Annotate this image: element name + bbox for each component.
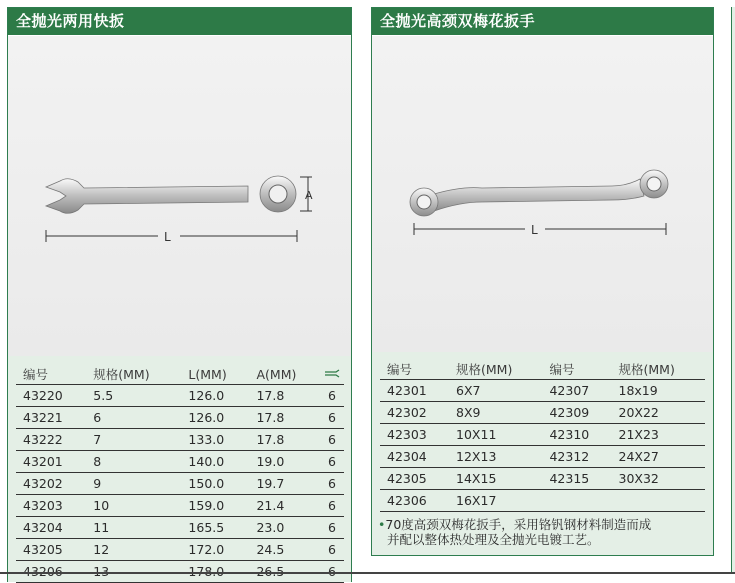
dimension-a-label: A	[305, 189, 313, 202]
panel-title: 全抛光两用快扳	[8, 8, 351, 35]
table-cell: 17.8	[249, 407, 319, 429]
table-header-row	[16, 364, 344, 385]
table-cell: 30X32	[612, 468, 706, 490]
table-cell: 42315	[542, 468, 611, 490]
note-line-2: 并配以整体热处理及全抛光电镀工艺。	[387, 532, 600, 547]
table-cell: 6	[320, 429, 344, 451]
table-cell: 8X9	[449, 402, 542, 424]
table-cell: 24.5	[249, 539, 319, 561]
table-cell: 6X7	[449, 380, 542, 402]
table-cell: 43205	[16, 539, 86, 561]
col-header: 编号	[16, 364, 86, 385]
double-box-wrench-panel	[371, 7, 714, 556]
product-note	[378, 517, 698, 547]
wrench-count-icon	[320, 364, 344, 385]
table-cell: 5.5	[86, 385, 181, 407]
col-header: L(MM)	[181, 364, 249, 385]
col-header: 规格(MM)	[86, 364, 181, 385]
spec-table	[380, 359, 705, 512]
note-bullet: •	[378, 517, 386, 532]
table-row	[380, 490, 705, 512]
table-cell: 19.0	[249, 451, 319, 473]
table-cell: 42305	[380, 468, 449, 490]
table-cell: 6	[320, 385, 344, 407]
table-cell: 42309	[542, 402, 611, 424]
table-row	[16, 429, 344, 451]
col-header: A(MM)	[249, 364, 319, 385]
table-row	[16, 495, 344, 517]
table-cell: 42306	[380, 490, 449, 512]
table-cell: 42312	[542, 446, 611, 468]
table-cell: 43202	[16, 473, 86, 495]
next-panel-edge	[731, 7, 735, 574]
table-row	[380, 468, 705, 490]
table-cell: 133.0	[181, 429, 249, 451]
table-cell: 6	[320, 495, 344, 517]
col-header: 规格(MM)	[449, 359, 542, 380]
table-row	[380, 380, 705, 402]
panel-title: 全抛光高颈双梅花扳手	[372, 8, 713, 35]
table-cell: 43204	[16, 517, 86, 539]
table-cell: 17.8	[249, 429, 319, 451]
table-cell: 126.0	[181, 407, 249, 429]
table-row	[16, 385, 344, 407]
table-cell: 12	[86, 539, 181, 561]
table-cell: 16X17	[449, 490, 542, 512]
table-cell: 6	[320, 473, 344, 495]
table-row	[380, 424, 705, 446]
table-cell: 6	[320, 539, 344, 561]
table-cell: 150.0	[181, 473, 249, 495]
col-header: 规格(MM)	[612, 359, 706, 380]
table-cell: 20X22	[612, 402, 706, 424]
double-box-wrench-illustration	[372, 36, 713, 352]
table-cell: 21.4	[249, 495, 319, 517]
table-cell: 43220	[16, 385, 86, 407]
combination-ratchet-wrench-panel	[7, 7, 352, 582]
ratchet-wrench-illustration	[8, 36, 351, 356]
table-cell: 43201	[16, 451, 86, 473]
table-cell: 42302	[380, 402, 449, 424]
table-cell	[612, 490, 706, 512]
table-cell: 165.5	[181, 517, 249, 539]
table-header-row	[380, 359, 705, 380]
dimension-l-label: L	[531, 223, 538, 237]
table-row	[16, 517, 344, 539]
table-cell: 43203	[16, 495, 86, 517]
col-header: 编号	[542, 359, 611, 380]
table-cell: 159.0	[181, 495, 249, 517]
table-cell: 18x19	[612, 380, 706, 402]
spec-table	[16, 364, 344, 583]
table-cell: 6	[320, 407, 344, 429]
table-cell: 12X13	[449, 446, 542, 468]
table-cell	[542, 490, 611, 512]
table-cell: 11	[86, 517, 181, 539]
table-row	[380, 446, 705, 468]
table-cell: 43221	[16, 407, 86, 429]
dimension-l-label: L	[164, 230, 171, 244]
table-cell: 126.0	[181, 385, 249, 407]
table-cell: 42304	[380, 446, 449, 468]
spec-table-area	[8, 356, 351, 582]
table-cell: 8	[86, 451, 181, 473]
table-cell: 42307	[542, 380, 611, 402]
table-cell: 24X27	[612, 446, 706, 468]
product-image	[8, 36, 351, 356]
table-cell: 6	[320, 517, 344, 539]
table-cell: 42310	[542, 424, 611, 446]
spec-table-area	[372, 352, 713, 555]
table-cell: 172.0	[181, 539, 249, 561]
table-cell: 19.7	[249, 473, 319, 495]
table-row	[16, 451, 344, 473]
table-cell: 42301	[380, 380, 449, 402]
table-cell: 6	[86, 407, 181, 429]
note-line-1: 70度高颈双梅花扳手，采用铬钒钢材料制造而成	[385, 517, 652, 532]
table-cell: 10X11	[449, 424, 542, 446]
table-cell: 7	[86, 429, 181, 451]
table-cell: 14X15	[449, 468, 542, 490]
table-row	[16, 407, 344, 429]
table-cell: 10	[86, 495, 181, 517]
table-cell: 9	[86, 473, 181, 495]
table-cell: 6	[320, 451, 344, 473]
table-row	[16, 473, 344, 495]
table-cell: 17.8	[249, 385, 319, 407]
table-cell: 140.0	[181, 451, 249, 473]
table-cell: 43222	[16, 429, 86, 451]
table-cell: 23.0	[249, 517, 319, 539]
table-cell: 42303	[380, 424, 449, 446]
product-image	[372, 36, 713, 352]
col-header: 编号	[380, 359, 449, 380]
table-row	[380, 402, 705, 424]
table-row	[16, 539, 344, 561]
table-cell: 21X23	[612, 424, 706, 446]
